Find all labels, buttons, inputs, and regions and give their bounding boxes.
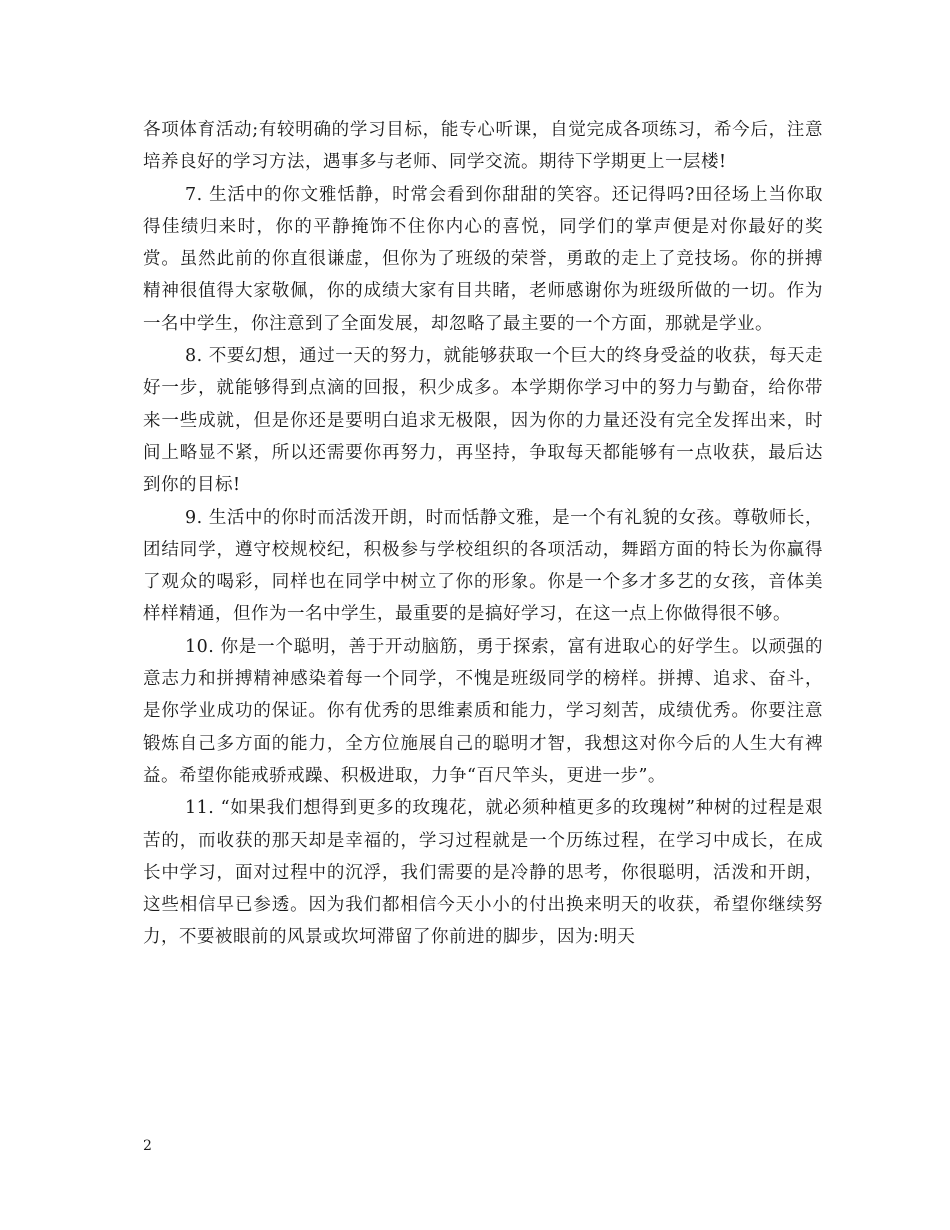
document-body [143,114,823,954]
paragraph-item-9: 9. 生活中的你时而活泼开朗，时而恬静文雅，是一个有礼貌的女孩。尊敬师长，团结同学，遵守校规校纪，积极参与学校组织的各项活动，舞蹈方面的特长为你赢得了观众的喝彩，同样也在同学中树立了你的形象。你是一个多才多艺的女孩，音体美样样精通，但作为一名中学生，最重要的是搞好学习，在这一点上你做得很不够。 [143,507,823,625]
paragraph-item-7: 7. 生活中的你文雅恬静，时常会看到你甜甜的笑容。还记得吗?田径场上当你取得佳绩归来时，你的平静掩饰不住你内心的喜悦，同学们的掌声便是对你最好的奖赏。虽然此前的你直很谦虚，但你为了班级的荣誉，勇敢的走上了竞技场。你的拼搏精神很值得大家敬佩，你的成绩大家有目共睹，老师感谢你为班级所做的一切。作为一名中学生，你注意到了全面发展，却忽略了最主要的一个方面，那就是学业。 [143,184,823,334]
paragraph-continuation: 各项体育活动;有较明确的学习目标，能专心听课，自觉完成各项练习，希今后，注意培养良好的学习方法，遇事多与老师、同学交流。期待下学期更上一层楼! [143,120,823,173]
paragraph-item-10: 10. 你是一个聪明，善于开动脑筋，勇于探索，富有进取心的好学生。以顽强的意志力和拼搏精神感染着每一个同学，不愧是班级同学的榜样。拼搏、追求、奋斗，是你学业成功的保证。你有优秀的思维素质和能力，学习刻苦，成绩优秀。你要注意锻炼自己多方面的能力，全方位施展自己的聪明才智，我想这对你今后的人生大有裨益。希望你能戒骄戒躁、积极进取，力争“百尺竿头，更进一步”。 [143,636,823,786]
page-number: 2 [143,1138,152,1154]
paragraph-item-8: 8. 不要幻想，通过一天的努力，就能够获取一个巨大的终身受益的收获，每天走好一步，就能够得到点滴的回报，积少成多。本学期你学习中的努力与勤奋，给你带来一些成就，但是你还是要明白追求无极限，因为你的力量还没有完全发挥出来，时间上略显不紧，所以还需要你再努力，再坚持，争取每天都能够有一点收获，最后达到你的目标! [143,346,823,496]
paragraph-item-11: 11. “如果我们想得到更多的玫瑰花，就必须种植更多的玫瑰树”种树的过程是艰苦的，而收获的那天却是幸福的，学习过程就是一个历练过程，在学习中成长，在成长中学习，面对过程中的沉浮，我们需要的是冷静的思考，你很聪明，活泼和开朗，这些相信早已参透。因为我们都相信今天小小的付出换来明天的收获，希望你继续努力，不要被眼前的风景或坎坷滞留了你前进的脚步，因为:明天 [143,798,823,948]
